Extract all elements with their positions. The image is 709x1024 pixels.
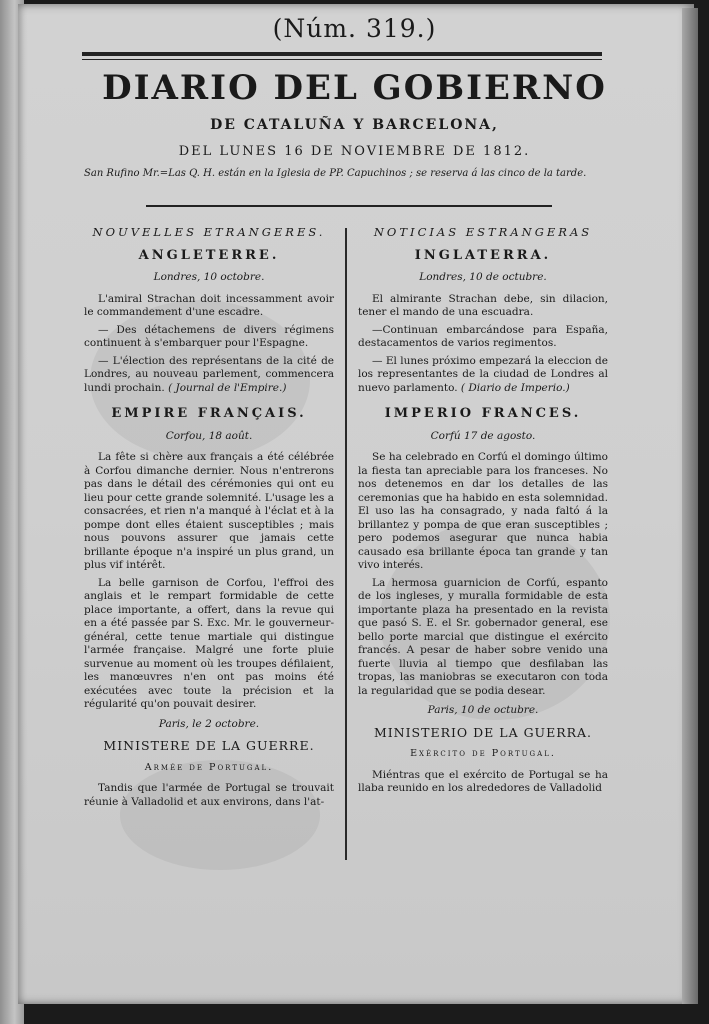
header-rule [82, 52, 602, 56]
ministry-heading: MINISTERE DE LA GUERRE. [103, 738, 315, 753]
article-paragraph [84, 355, 334, 396]
article-paragraph: — Des détachemens de divers régimens continuent à s'embarquer pour l'Espagne. [84, 323, 334, 349]
article-paragraph: El almirante Strachan debe, sin dilacion, tener el mando de una escuadra. [358, 292, 608, 318]
dateline: Londres, 10 de octubre. [419, 271, 547, 283]
paragraph-text: — El lunes próximo empezará la eleccion de los representantes de la ciudad de Londres al nuevo parlamento. [358, 354, 608, 394]
country-heading: EMPIRE FRANÇAIS. [111, 406, 307, 421]
article-paragraph: Miéntras que el exército de Portugal se ha llaba reunido en los alrededores de Valladolid [358, 768, 608, 794]
source-citation: ( Journal de l'Empire.) [168, 381, 287, 394]
masthead-divider [146, 205, 552, 207]
article-paragraph: La belle garnison de Corfou, l'effroi des anglais et le rempart formidable de cette place importante, a offert, dans la revue qui en a été passée par S. Exc. Mr. le gouverneur-général, cette tenue martiale qui distingue l'armée française. Malgré une forte pluie survenue au moment où les troupes défilaient, les manœuvres n'en ont pas moins été exécutées avec toute la précision et la régularité qu'on pouvait desirer. [84, 576, 334, 710]
article-paragraph: La fête si chère aux français a été célébrée à Corfou dimanche dernier. Nous n'entrerons pas dans le détail des cérémonies qui ont eu lieu pour cette grande solemnité. L'usage les a consacrées, et rien n'a manqué à l'éclat et à la pompe dont elles étaient susceptibles ; mais nous pouvons assurer que jamais cette brillante époque n'a inspiré un plus grand, un plus vif intérêt. [84, 451, 334, 571]
country-heading: INGLATERRA. [414, 247, 552, 263]
article-paragraph: L'amiral Strachan doit incessamment avoir le commandement d'une escadre. [84, 292, 334, 318]
masthead-subtitle: DE CATALUÑA Y BARCELONA, [210, 117, 499, 133]
article-paragraph: —Continuan embarcándose para España, destacamentos de varios regimentos. [358, 323, 608, 349]
dateline: Corfou, 18 août. [165, 429, 253, 442]
dateline: Paris, le 2 octobre. [158, 717, 260, 730]
issue-number: (Núm. 319.) [272, 14, 437, 43]
country-heading: ANGLETERRE. [138, 247, 280, 263]
paragraph-text: — L'élection des représentans de la cité de Londres, au nouveau parlement, commencera lundi prochain. [84, 354, 334, 394]
source-citation: ( Diario de Imperio.) [460, 381, 570, 394]
column-divider [345, 228, 347, 860]
column-spanish [358, 226, 608, 800]
dateline: Corfú 17 de agosto. [430, 429, 536, 442]
column-french [84, 226, 334, 813]
section-heading: NOUVELLES ETRANGERES. [92, 225, 326, 239]
article-paragraph: Tandis que l'armée de Portugal se trouvait réunie à Valladolid et aux environs, dans l'at- [84, 782, 334, 808]
masthead-title: DIARIO DEL GOBIERNO [102, 68, 607, 108]
country-heading: IMPERIO FRANCES. [384, 406, 582, 421]
header-rule-thin [82, 59, 602, 60]
dateline: Paris, 10 de octubre. [427, 704, 539, 716]
ministry-heading: MINISTERIO DE LA GUERRA. [373, 724, 593, 740]
army-heading: Armée de Portugal. [144, 761, 274, 773]
army-heading: Exército de Portugal. [410, 748, 556, 759]
dateline: Londres, 10 octobre. [153, 271, 265, 283]
section-heading: NOTICIAS ESTRANGERAS [373, 225, 593, 239]
issue-date: DEL LUNES 16 DE NOVIEMBRE DE 1812. [178, 144, 531, 159]
article-paragraph: Se ha celebrado en Corfú el domingo último la fiesta tan apreciable para los franceses. No nos detenemos en dar los detalles de las ceremonias que ha habido en esta solemnidad. El uso las ha consagrado, y nada faltó á la brillantez y pompa de que eran susceptibles ; pero podemos asegurar que nunca habia causado esa brillante época tan grande y tan vivo interés. [358, 451, 608, 571]
article-paragraph: La hermosa guarnicion de Corfú, espanto de los ingleses, y muralla formidable de esta importante plaza ha presentado en la revista que pasó S. E. el Sr. gobernador general, ese bello porte marcial que distingue el exército francés. A pesar de haber sobre venido una fuerte lluvia al tiempo que desfilaban las tropas, las maniobras se executaron con toda la regularidad que se podia desear. [358, 576, 608, 697]
article-paragraph [358, 355, 608, 396]
saints-notice: San Rufino Mr.=Las Q. H. están en la Iglesia de PP. Capuchinos ; se reserva á las cinco de la tarde. [84, 168, 587, 179]
